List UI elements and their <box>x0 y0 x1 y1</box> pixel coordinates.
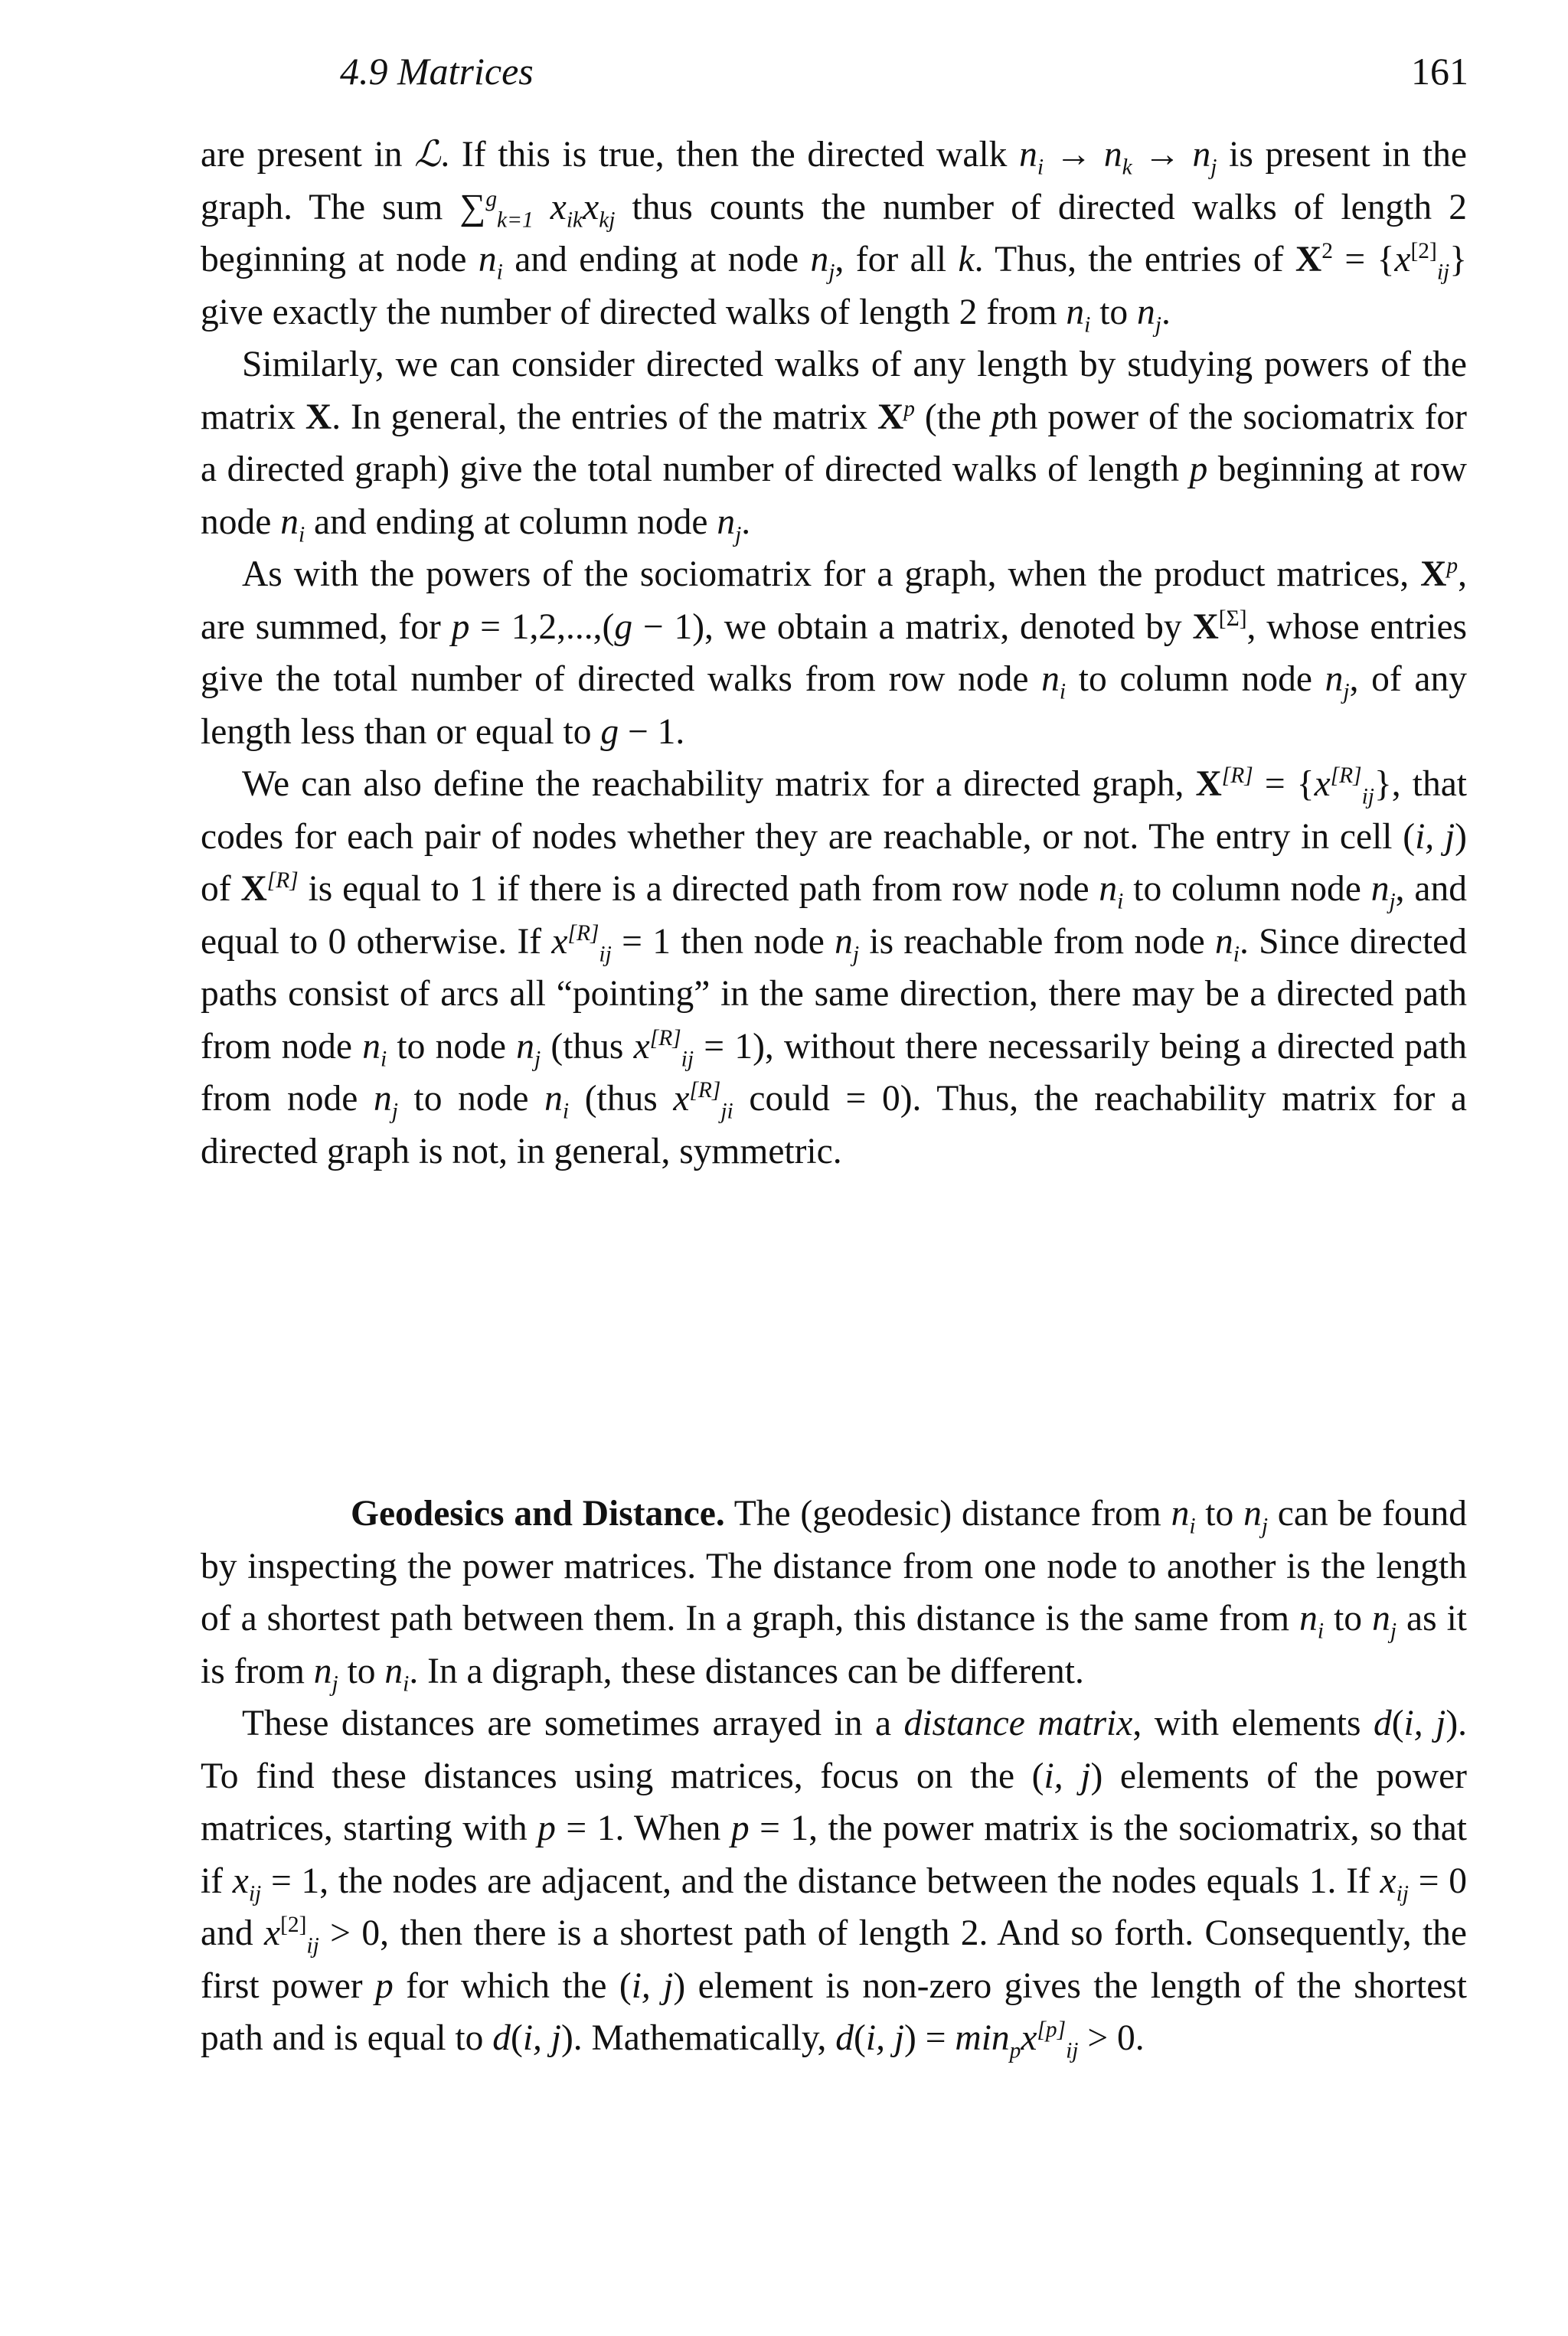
running-title: 4.9 Matrices <box>340 50 534 93</box>
text-block-lower <box>201 1488 1467 2065</box>
section-heading: Geodesics and Distance. <box>351 1494 725 1534</box>
paragraph-distance-matrix: These distances are sometimes arrayed in a distance matrix, with elements d(i, j). To find these distances using matrices, focus on the (i, j) elements of the power matrices, starting with p = 1. When p = 1, the power matrix is the sociomatrix, so that if $x_{ij} = 1$, the nodes are adjacent, and the distance between the nodes equals 1. If $x_{ij} = 0$ and $x[2]_{ij} > 0$, then there is a shortest path of length 2. And so forth. Consequently, the first power p for which the (i, j) element is non-zero gives the length of the shortest path and is equal to d(i, j). Mathematically, d(i, $j) = \min_px[p]_{ij} > 0$. <box>201 1704 1468 2063</box>
paragraph-geodesics-and-distance: Geodesics and Distance. The (geodesic) distance from $n_i$ to $n_j$ can be found by inspecting the power matrices. The distance from one node to another is the length of a shortest path between them. In a graph, this distance is the same from $n_i$ to $n_j$ as it is from $n_j$ to $n_i$. In a digraph, these distances can be different. <box>201 1494 1467 1696</box>
text-block-upper <box>201 129 1467 1178</box>
page-header <box>201 44 1468 98</box>
paragraph-reachability-matrix: We can also define the reachability matrix for a directed graph, $X[R] = \{x[R]_{ij}\}$, that codes for each pair of nodes whether they are reachable, or not. The entry in cell (i, j) of X[R] is equal to 1 if there is a directed path from row node $n_i$ to column node $n_j$, and equal to 0 otherwise. If $x[R]_{ij} = 1$ then node $n_j$ is reachable from node $n_i$. Since directed paths consist of arcs all “pointing” in the same direction, there may be a directed path from node $n_i$ to node $n_j$ (thus $x[R]_{ij} = 1$), without there necessarily being a directed path from node $n_j$ to node $n_i$ (thus $x[R]_{ji}$ could = 0). Thus, the reachability matrix for a directed graph is not, in general, symmetric. <box>201 763 1468 1171</box>
paragraph-powers-of-matrix: Similarly, we can consider directed walks of any length by studying powers of the matrix X. In general, the entries of the matrix $X^p$ (the pth power of the sociomatrix for a directed graph) give the total number of directed walks of length p beginning at row node $n_i$ and ending at column node $n_j$. <box>201 345 1467 547</box>
page-number: 161 <box>1411 50 1468 93</box>
paragraph-directed-walks-length-2: are present in ℒ. If this is true, then the directed walk $n_i \to n_k \to n_j$ is present in the graph. The sum ∑$^g_{k=1}$ $x_{ik}x_{kj}$ thus counts the number of directed walks of length 2 beginning at node $n_i$ and ending at node $n_j$, for all k. Thus, the entries of $X^2 = \{x[2]_{ij}\}$ give exactly the number of directed walks of length 2 from $n_i$ to $n_j$. <box>201 135 1468 337</box>
paragraph-summed-matrices: As with the powers of the sociomatrix for a graph, when the product matrices, $X^p$, are summed, for p = 1,2,...,(g − 1), we obtain a matrix, denoted by X[Σ], whose entries give the total number of directed walks from row node $n_i$ to column node $n_j$, of any length less than or equal to g − 1. <box>201 554 1468 752</box>
